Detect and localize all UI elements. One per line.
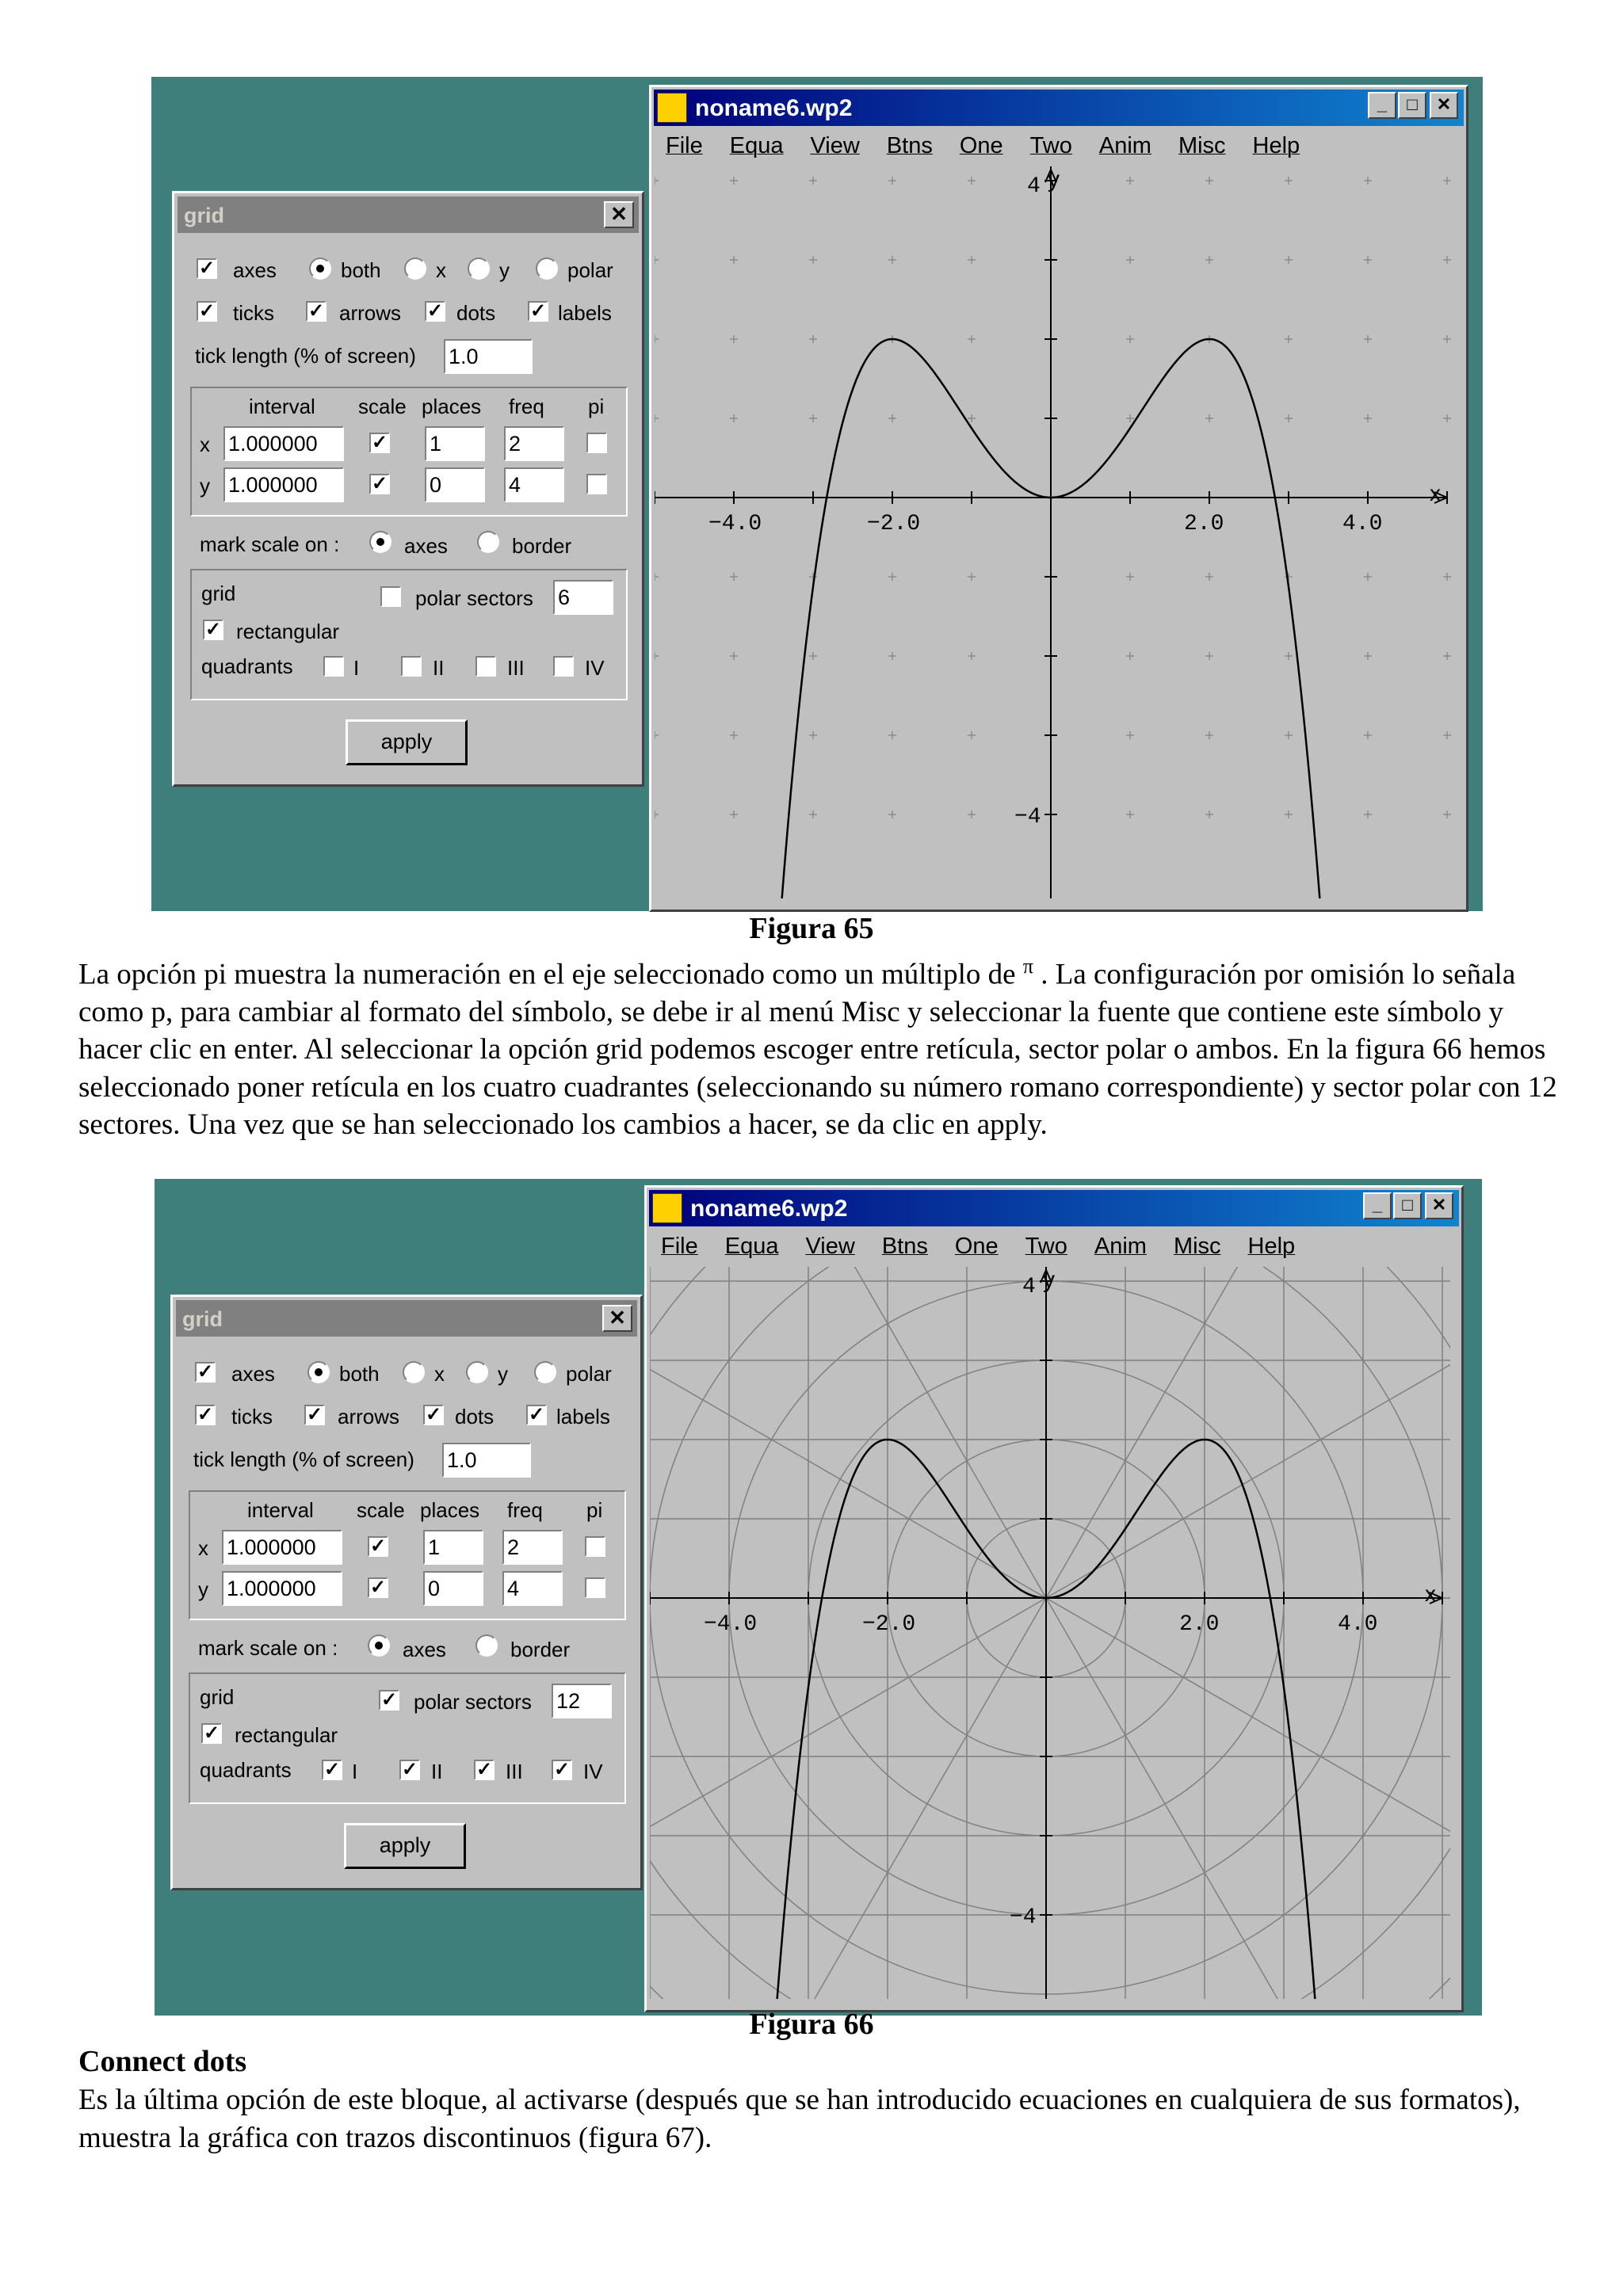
tick-length-label: tick length (% of screen) [193, 1447, 414, 1471]
quadrants-label: quadrants [201, 654, 293, 678]
grid-dot [655, 731, 659, 739]
quadrant-3-checkbox[interactable] [475, 656, 496, 677]
x-freq-input[interactable]: 2 [504, 426, 564, 461]
arrows-checkbox[interactable]: ✓ [304, 1405, 325, 1425]
grid-dot [968, 810, 976, 818]
graph-window [644, 1185, 1464, 2012]
grid-dot [968, 652, 976, 660]
grid-dot [1205, 810, 1213, 818]
grid-dot [1443, 335, 1451, 343]
arrows-checkbox[interactable]: ✓ [306, 301, 327, 322]
grid-dot [730, 652, 738, 660]
x-label: x [436, 258, 446, 282]
grid-dot [968, 256, 976, 264]
y-row-label: y [198, 1577, 208, 1601]
freq-header: freq [507, 1498, 543, 1522]
grid-dot [809, 414, 817, 422]
scale-group [189, 1490, 626, 1620]
grid-dot [1205, 573, 1213, 581]
x-pi-checkbox[interactable] [585, 1536, 605, 1557]
mark-axes-label: axes [403, 1638, 446, 1661]
grid-dot [809, 652, 817, 660]
grid-dot [1364, 256, 1372, 264]
y-freq-input[interactable]: 4 [502, 1571, 563, 1606]
y-places-input[interactable]: 0 [423, 1571, 483, 1606]
grid-dot [1443, 414, 1451, 422]
x-label: x [434, 1362, 445, 1386]
quadrant-4-label: IV [583, 1760, 603, 1783]
apply-button[interactable]: apply [346, 719, 468, 765]
menu-bar [661, 1234, 1322, 1260]
dialog-titlebar [176, 1300, 637, 1337]
figure-66-screenshot [155, 1179, 1482, 2016]
paragraph-connect-dots: Es la última opción de este bloque, al activarse (después que se han introducido ecuaciones en cualquiera de sus formatos), muestra la gráfica con trazos discontinuos (figura 67). [78, 2084, 1521, 2154]
quadrant-2-label: II [431, 1760, 443, 1783]
grid-dot [1443, 256, 1451, 264]
x-places-input[interactable]: 1 [423, 1530, 483, 1565]
menu-bar [666, 133, 1327, 159]
mark-axes-radio[interactable] [369, 531, 391, 553]
grid-dot [888, 573, 896, 581]
mark-scale-label: mark scale on : [200, 532, 340, 556]
y-axis-label: y [1043, 1267, 1055, 1293]
arrows-label: arrows [338, 1405, 400, 1428]
x-tick-label: 4.0 [1338, 1612, 1378, 1637]
pi-header: pi [586, 1498, 603, 1522]
axes-label: axes [233, 258, 277, 282]
x-interval-input[interactable]: 1.000000 [222, 1530, 342, 1565]
dots-label: dots [455, 1405, 495, 1428]
ticks-label: ticks [233, 301, 274, 325]
labels-checkbox[interactable]: ✓ [526, 1405, 547, 1425]
dots-checkbox[interactable]: ✓ [425, 301, 445, 322]
axes [650, 1267, 1442, 1999]
polar-ray [650, 1267, 1046, 1598]
app-icon [652, 1193, 682, 1223]
quadrant-4-label: IV [585, 656, 605, 680]
paragraph-text-start: La opción pi muestra la numeración en el eje seleccionado como un múltiplo de [78, 958, 1016, 991]
labels-label: labels [556, 1405, 610, 1428]
x-interval-input[interactable]: 1.000000 [223, 426, 344, 461]
maximize-icon[interactable]: □ [1393, 1192, 1422, 1219]
maximize-icon[interactable]: □ [1398, 92, 1426, 119]
x-scale-checkbox[interactable]: ✓ [368, 1536, 388, 1557]
close-icon[interactable]: ✕ [602, 1305, 632, 1332]
x-pi-checkbox[interactable] [586, 433, 607, 453]
both-radio[interactable] [307, 1361, 330, 1383]
ticks-checkbox[interactable]: ✓ [197, 301, 217, 322]
grid-dot [968, 335, 976, 343]
mark-axes-label: axes [404, 534, 448, 558]
mark-border-radio[interactable] [475, 1634, 498, 1657]
grid-dot [1364, 414, 1372, 422]
grid-dot [1364, 731, 1372, 739]
grid-dot [1205, 652, 1213, 660]
menu-two[interactable]: Two [1029, 133, 1072, 158]
grid-dot [1285, 810, 1293, 818]
y-pi-checkbox[interactable] [586, 474, 607, 494]
graph-plot-area[interactable] [655, 166, 1455, 898]
polar-ray [650, 1598, 1046, 1999]
quadrant-1-label: I [352, 1760, 358, 1783]
polar-sector-grid [650, 1267, 1450, 1999]
axes-checkbox[interactable]: ✓ [197, 258, 217, 279]
grid-dot [1364, 177, 1372, 185]
x-tick-label: 2.0 [1184, 512, 1224, 536]
x-tick-label: 2.0 [1179, 1612, 1220, 1637]
y-scale-checkbox[interactable]: ✓ [368, 1577, 388, 1598]
rectangular-checkbox[interactable]: ✓ [201, 1723, 222, 1744]
polar-label: polar [567, 258, 613, 282]
polar-sectors-label: polar sectors [414, 1690, 532, 1714]
menu-equa[interactable]: Equa [724, 1234, 779, 1259]
grid-dot [1126, 256, 1134, 264]
polar-label: polar [566, 1362, 612, 1386]
grid-dot [968, 573, 976, 581]
x-tick-label: −2.0 [862, 1612, 916, 1637]
polar-sectors-checkbox[interactable]: ✓ [379, 1690, 399, 1711]
grid-dot [1205, 731, 1213, 739]
ticks-checkbox[interactable]: ✓ [195, 1405, 216, 1425]
grid-dot [655, 256, 659, 264]
grid-dot [888, 652, 896, 660]
grid-dot [1364, 573, 1372, 581]
freq-header: freq [509, 395, 544, 418]
paragraph-text-end: . La configuración por omisión lo señala como p, para cambiar al formato del símbolo, se debe ir al menú Misc y seleccionar la fuente que contiene este símbolo y hacer clic en enter. Al seleccionar la opción grid podemos escoger entre retícula, sector polar o ambos. En la figura 66 hemos seleccionado poner retícula en los cuatro cuadrantes (seleccionando su número romano correspondiente) y sector polar con 12 sectores. Una vez que se han seleccionado los cambios a hacer, se da clic en apply. [78, 958, 1557, 1142]
close-icon[interactable]: ✕ [1430, 92, 1458, 119]
grid-dot [1126, 810, 1134, 818]
mark-border-label: border [510, 1638, 571, 1661]
grid-dialog [170, 1295, 643, 1890]
menu-file[interactable]: File [666, 133, 703, 158]
grid-dot [809, 177, 817, 185]
y-label: y [499, 258, 510, 282]
grid-dot [1126, 573, 1134, 581]
grid-dot [1364, 335, 1372, 343]
section-heading: Connect dots [78, 2045, 247, 2078]
grid-dot [1126, 731, 1134, 739]
polar-radio[interactable] [534, 1361, 556, 1383]
arrows-label: arrows [339, 301, 402, 325]
both-label: both [341, 258, 381, 282]
axes-checkbox[interactable]: ✓ [195, 1362, 216, 1383]
y-scale-checkbox[interactable]: ✓ [369, 474, 390, 494]
grid-dot [655, 652, 659, 660]
grid-dot [730, 731, 738, 739]
grid-label: grid [200, 1685, 235, 1709]
grid-dot [1285, 177, 1293, 185]
grid-dot [1126, 335, 1134, 343]
pi-header: pi [588, 395, 605, 418]
dialog-title: grid [182, 1307, 223, 1331]
x-axis-label: x [1430, 481, 1441, 505]
grid-dot [655, 810, 659, 818]
grid-dot [1205, 177, 1213, 185]
menu-one[interactable]: One [959, 133, 1003, 158]
x-axis-label: x [1425, 1581, 1436, 1606]
menu-misc[interactable]: Misc [1173, 1234, 1221, 1259]
menu-misc[interactable]: Misc [1178, 133, 1226, 158]
polar-sectors-input[interactable]: 12 [552, 1684, 612, 1718]
menu-btns[interactable]: Btns [881, 1234, 928, 1259]
both-radio[interactable] [309, 257, 331, 280]
grid-dot [1285, 335, 1293, 343]
x-row-label: x [200, 433, 210, 456]
x-freq-input[interactable]: 2 [502, 1530, 563, 1565]
polar-ray [1046, 1267, 1450, 1598]
both-label: both [339, 1362, 380, 1386]
scale-header: scale [358, 395, 407, 418]
menu-equa[interactable]: Equa [729, 133, 784, 158]
grid-dot [730, 573, 738, 581]
grid-dot [809, 810, 817, 818]
places-header: places [422, 395, 482, 418]
polar-ray [650, 1598, 1046, 1999]
grid-dot [1443, 810, 1451, 818]
close-icon[interactable]: ✕ [604, 201, 634, 228]
axes [655, 166, 1447, 898]
places-header: places [420, 1498, 480, 1522]
grid-dot [1364, 652, 1372, 660]
grid-dot [809, 335, 817, 343]
labels-label: labels [558, 301, 612, 325]
ticks-label: ticks [231, 1405, 273, 1428]
grid-dot [1285, 414, 1293, 422]
grid-dot [1126, 414, 1134, 422]
y-tick-label: 4 [1027, 174, 1041, 199]
grid-dot [1126, 652, 1134, 660]
rectangular-label: rectangular [235, 1723, 338, 1747]
figure-65-screenshot [151, 77, 1483, 911]
y-tick-label: 4 [1022, 1275, 1036, 1299]
mark-axes-radio[interactable] [368, 1634, 390, 1657]
grid-dot [1126, 177, 1134, 185]
y-interval-input[interactable]: 1.000000 [223, 467, 344, 502]
rectangular-grid [650, 1267, 1450, 1999]
mark-border-label: border [512, 534, 572, 558]
grid-dot [888, 414, 896, 422]
grid-dot [730, 335, 738, 343]
polar-radio[interactable] [536, 257, 558, 280]
tick-length-input[interactable]: 1.0 [442, 1443, 531, 1478]
mark-border-radio[interactable] [477, 531, 499, 553]
dialog-title: grid [184, 204, 224, 227]
y-pi-checkbox[interactable] [585, 1577, 605, 1598]
menu-file[interactable]: File [661, 1234, 698, 1259]
grid-dot [1364, 810, 1372, 818]
grid-dot [1285, 256, 1293, 264]
grid-dot [1443, 177, 1451, 185]
y-interval-input[interactable]: 1.000000 [222, 1571, 342, 1606]
quadrant-1-checkbox[interactable] [323, 656, 344, 677]
x-places-input[interactable]: 1 [425, 426, 485, 461]
grid-group [190, 569, 628, 700]
grid-dot [655, 414, 659, 422]
x-scale-checkbox[interactable]: ✓ [369, 433, 390, 453]
dialog-titlebar [178, 196, 639, 233]
mark-scale-label: mark scale on : [198, 1636, 338, 1660]
pi-symbol: π [1022, 955, 1033, 978]
grid-dot [1285, 652, 1293, 660]
tick-length-label: tick length (% of screen) [195, 344, 416, 368]
labels-checkbox[interactable]: ✓ [528, 301, 548, 322]
interval-header: interval [247, 1498, 314, 1522]
quadrant-1-checkbox[interactable]: ✓ [322, 1760, 342, 1780]
tick-length-input[interactable]: 1.0 [444, 339, 533, 374]
grid-dot [655, 335, 659, 343]
figure-65-caption: Figura 65 [749, 912, 874, 945]
grid-dot [730, 177, 738, 185]
y-tick-label: −4 [1010, 1905, 1037, 1930]
grid-dot [968, 177, 976, 185]
quadrant-4-checkbox[interactable]: ✓ [552, 1760, 572, 1780]
polar-sectors-checkbox[interactable] [380, 586, 401, 607]
grid-dot [655, 177, 659, 185]
rectangular-checkbox[interactable]: ✓ [203, 620, 223, 640]
grid-dot [888, 256, 896, 264]
graph-window [649, 85, 1468, 912]
grid-dot [968, 731, 976, 739]
minimize-icon[interactable]: _ [1368, 92, 1396, 119]
x-radio[interactable] [404, 257, 426, 280]
grid-dot [730, 256, 738, 264]
y-label: y [498, 1362, 508, 1386]
quadrant-3-checkbox[interactable]: ✓ [474, 1760, 495, 1780]
menu-view[interactable]: View [810, 133, 860, 158]
grid-dot [1443, 731, 1451, 739]
y-axis-label: y [1048, 166, 1060, 193]
paragraph-pi-option [78, 948, 1568, 1144]
grid-dot [888, 810, 896, 818]
dots-checkbox[interactable]: ✓ [423, 1405, 444, 1425]
rectangular-label: rectangular [236, 620, 340, 643]
y-freq-input[interactable]: 4 [504, 467, 564, 502]
y-row-label: y [200, 474, 210, 498]
scale-group [190, 387, 628, 517]
menu-two[interactable]: Two [1025, 1234, 1067, 1259]
grid-dot [888, 177, 896, 185]
grid-dot [1443, 652, 1451, 660]
y-radio[interactable] [468, 257, 490, 280]
grid-dot [968, 414, 976, 422]
grid-dot [1205, 414, 1213, 422]
menu-view[interactable]: View [805, 1234, 855, 1259]
menu-help[interactable]: Help [1247, 1234, 1296, 1259]
quadrants-label: quadrants [200, 1758, 292, 1782]
x-tick-label: 4.0 [1342, 512, 1383, 536]
interval-header: interval [249, 395, 315, 418]
menu-btns[interactable]: Btns [886, 133, 933, 158]
x-tick-label: −4.0 [708, 512, 762, 536]
x-tick-label: −4.0 [704, 1612, 758, 1637]
x-tick-label: −2.0 [867, 512, 921, 536]
polar-circle [650, 1267, 1450, 1999]
y-places-input[interactable]: 0 [425, 467, 485, 502]
grid-dot [888, 731, 896, 739]
window-titlebar [649, 1190, 1459, 1226]
apply-button[interactable]: apply [344, 1823, 466, 1869]
figure-66-caption: Figura 66 [749, 2008, 874, 2041]
minimize-icon[interactable]: _ [1363, 1192, 1392, 1219]
grid-dot [730, 810, 738, 818]
grid-dot [809, 256, 817, 264]
grid-dot [1285, 731, 1293, 739]
menu-help[interactable]: Help [1252, 133, 1300, 158]
polar-ray [1046, 1267, 1450, 1598]
grid-dot [1205, 256, 1213, 264]
window-title: noname6.wp2 [695, 95, 853, 121]
x-radio[interactable] [403, 1361, 425, 1383]
menu-one[interactable]: One [954, 1234, 999, 1259]
grid-group [189, 1672, 626, 1804]
polar-circle [650, 1267, 1450, 1999]
grid-dot [730, 414, 738, 422]
axes-label: axes [231, 1362, 275, 1386]
grid-dialog [172, 191, 644, 787]
scale-header: scale [357, 1498, 405, 1522]
x-row-label: x [198, 1536, 208, 1560]
polar-ray [650, 1267, 1046, 1598]
menu-anim[interactable]: Anim [1094, 1234, 1147, 1259]
grid-dot [1443, 573, 1451, 581]
quadrant-2-label: II [433, 656, 445, 680]
close-icon[interactable]: ✕ [1425, 1192, 1453, 1219]
quadrant-2-checkbox[interactable]: ✓ [399, 1760, 420, 1780]
quadrant-4-checkbox[interactable] [553, 656, 574, 677]
y-radio[interactable] [466, 1361, 488, 1383]
grid-dot [655, 573, 659, 581]
quadrant-3-label: III [506, 1760, 523, 1783]
menu-anim[interactable]: Anim [1098, 133, 1151, 158]
app-icon [657, 93, 687, 123]
grid-label: grid [201, 582, 236, 605]
polar-sectors-input[interactable]: 6 [553, 580, 613, 615]
quadrant-3-label: III [507, 656, 525, 680]
y-tick-label: −4 [1014, 805, 1041, 830]
grid-dot [809, 731, 817, 739]
window-title: noname6.wp2 [690, 1196, 848, 1222]
polar-sectors-label: polar sectors [415, 586, 533, 610]
quadrant-2-checkbox[interactable] [401, 656, 422, 677]
graph-plot-area[interactable] [650, 1267, 1450, 1999]
window-titlebar [654, 90, 1464, 126]
quadrant-1-label: I [353, 656, 360, 680]
dots-label: dots [456, 301, 496, 325]
